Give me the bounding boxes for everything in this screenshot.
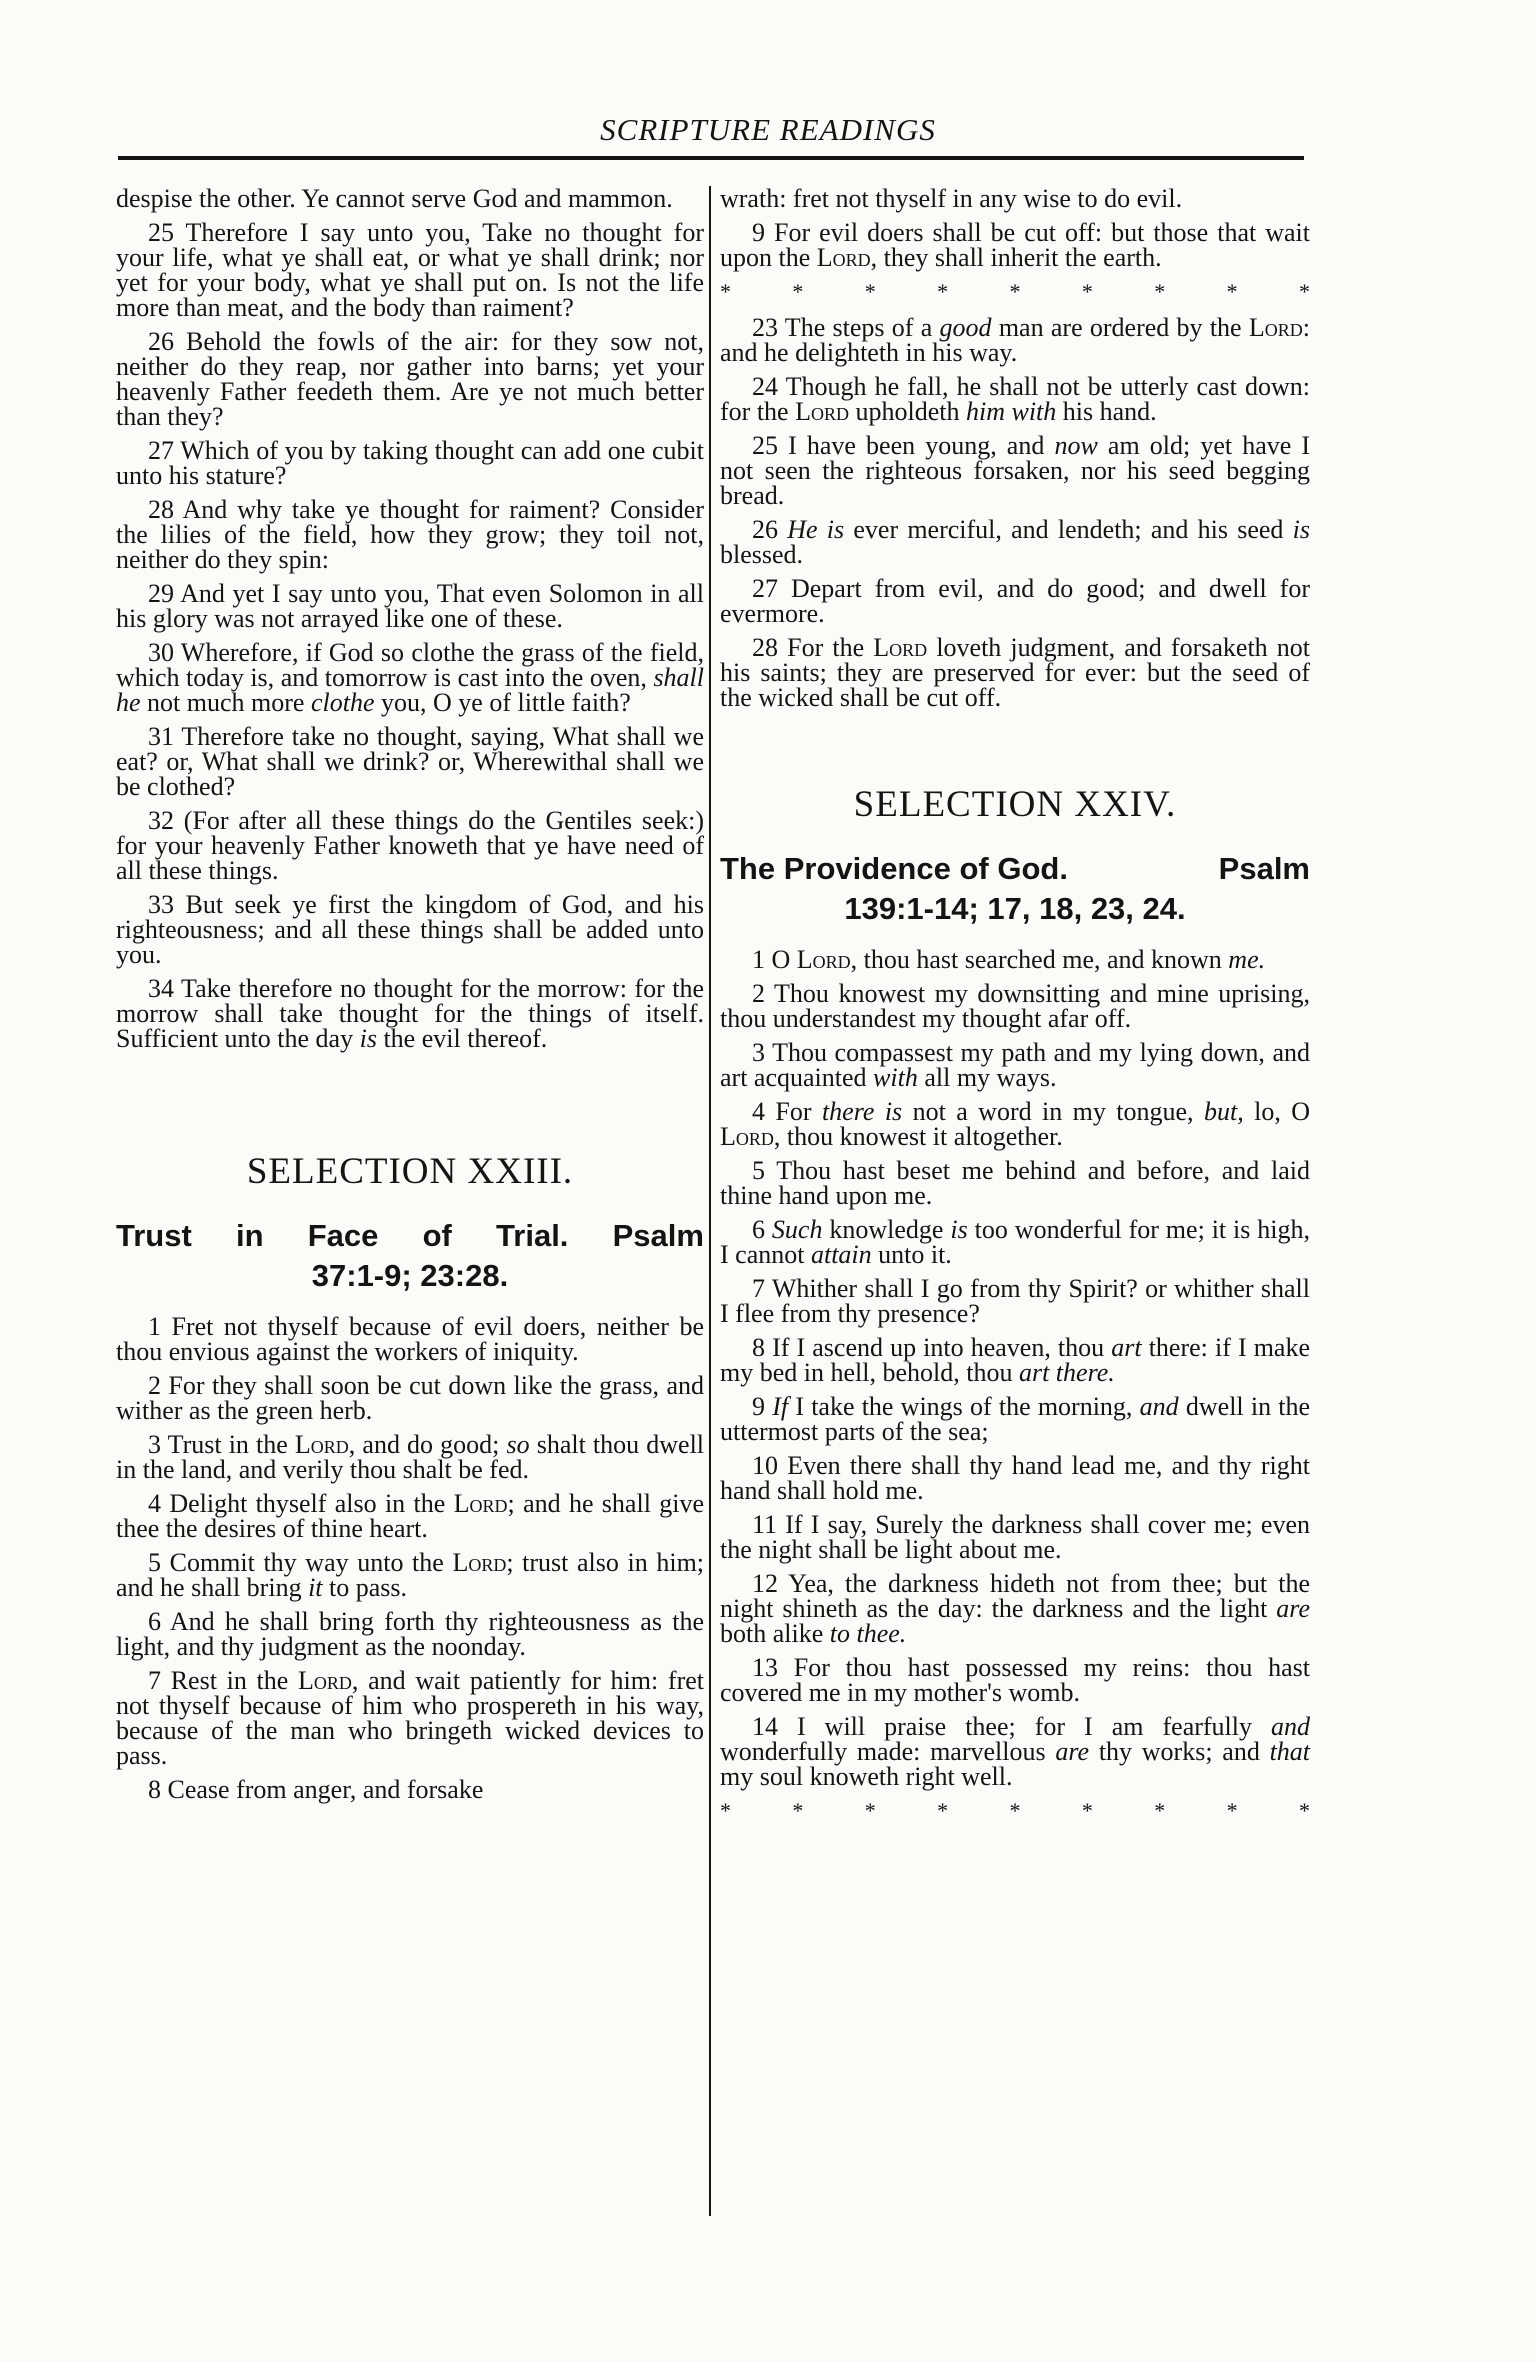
verse-text: 3 Trust in the bbox=[148, 1430, 288, 1459]
italic-word: clothe bbox=[310, 688, 375, 717]
verse-text: the evil thereof. bbox=[383, 1024, 548, 1053]
verse-text: 7 Rest in the bbox=[148, 1666, 289, 1695]
ellipsis-stars-bottom bbox=[720, 1798, 1310, 1824]
verse-12 bbox=[720, 1571, 1310, 1646]
star-glyph: * bbox=[1081, 1798, 1093, 1823]
verse-text: , they shall inherit the earth. bbox=[870, 243, 1162, 272]
verse-text: upholdeth bbox=[855, 397, 960, 426]
italic-word: with bbox=[873, 1063, 918, 1092]
verse-text: 24 Though he fall, he shall not be utterly cast down: for the bbox=[720, 372, 1310, 426]
lord-word: Lord bbox=[298, 1666, 352, 1695]
subtitle-word: Trust bbox=[116, 1218, 192, 1253]
italic-word: that bbox=[1269, 1737, 1311, 1766]
star-glyph: * bbox=[720, 279, 731, 304]
running-header: SCRIPTURE READINGS bbox=[600, 112, 936, 147]
verse-8: 8 Cease from anger, and forsake bbox=[148, 1775, 484, 1804]
verse-text: 23 The steps of a bbox=[752, 313, 933, 342]
verse-27: 27 Depart from evil, and do good; and dwell for evermore. bbox=[720, 574, 1310, 628]
verse-text: there: if I make my bed in hell, behold, thou bbox=[720, 1333, 1310, 1387]
left-column bbox=[116, 186, 704, 1811]
verse-1: 1 Fret not thyself because of evil doers, neither be thou envious against the workers of iniquity. bbox=[116, 1312, 704, 1366]
verse-text: ; trust also in him; and he shall bring bbox=[116, 1548, 705, 1602]
lord-word: Lord bbox=[453, 1489, 508, 1518]
italic-word: to thee. bbox=[829, 1619, 907, 1648]
verse-text: not a word in my tongue, bbox=[912, 1097, 1194, 1126]
subtitle-reference: 139:1-14; 17, 18, 23, 24. bbox=[844, 891, 1186, 926]
verse-text: 4 For bbox=[752, 1097, 812, 1126]
lord-word: Lord bbox=[452, 1548, 507, 1577]
verse-10: 10 Even there shall thy hand lead me, and thy right hand shall hold me. bbox=[720, 1451, 1310, 1505]
verse-text: his hand. bbox=[1062, 397, 1157, 426]
star-glyph: * bbox=[720, 1798, 731, 1823]
verse-2: 2 Thou knowest my downsitting and mine uprising, thou understandest my thought afar off. bbox=[720, 979, 1310, 1033]
verse-text: dwell in the uttermost parts of the sea; bbox=[720, 1392, 1311, 1446]
verse-28 bbox=[720, 635, 1310, 710]
subtitle-reference: 37:1-9; 23:28. bbox=[311, 1258, 509, 1293]
verse-text: blessed. bbox=[720, 540, 804, 569]
verse-3 bbox=[116, 1432, 704, 1482]
verse-28: 28 And why take ye thought for raiment? Consider the lilies of the field, how they grow; they toil not, neither do they spin: bbox=[116, 495, 704, 574]
verse-text: man are ordered by the bbox=[998, 313, 1242, 342]
verse-34 bbox=[116, 976, 704, 1051]
verse-text: 12 Yea, the darkness hideth not from thee; but the night shineth as the day: the darkness and the light bbox=[720, 1569, 1310, 1623]
verse-text: 3 Thou compassest my path and my lying down, and art acquainted bbox=[720, 1038, 1310, 1092]
selection-subtitle bbox=[720, 849, 1310, 929]
lord-word: Lord bbox=[795, 397, 849, 426]
verse-text: lo, O bbox=[1254, 1097, 1311, 1126]
verse-9 bbox=[720, 220, 1310, 270]
italic-word: attain bbox=[810, 1240, 872, 1269]
verse-text: 25 I have been young, and bbox=[752, 431, 1045, 460]
verse-text: 34 Take therefore no thought for the morrow: for the morrow shall take thought for the things of itself. Sufficient unto the day bbox=[116, 974, 704, 1053]
verse-text: not much more bbox=[147, 688, 305, 717]
verse-3 bbox=[720, 1040, 1310, 1090]
verse-4 bbox=[720, 1099, 1310, 1149]
verse-text: 5 Commit thy way unto the bbox=[148, 1548, 444, 1577]
verse-26 bbox=[720, 517, 1310, 567]
verse-text: 1 O bbox=[752, 945, 791, 974]
verse-4 bbox=[116, 1491, 704, 1541]
lord-word: Lord bbox=[720, 1122, 774, 1151]
verse-text: 4 Delight thyself also in the bbox=[148, 1489, 446, 1518]
italic-word: If bbox=[772, 1392, 789, 1421]
verse-text: 30 Wherefore, if God so clothe the grass of the field, which today is, and tomorrow is cast into the oven, bbox=[116, 638, 704, 692]
star-glyph: * bbox=[1009, 279, 1021, 304]
italic-word: shall he bbox=[116, 663, 705, 717]
verse-9 bbox=[720, 1394, 1310, 1444]
verse-text: 9 bbox=[752, 1392, 765, 1421]
italic-word: are bbox=[1055, 1737, 1090, 1766]
verse-29: 29 And yet I say unto you, That even Solomon in all his glory was not arrayed like one of these. bbox=[116, 579, 704, 633]
verse-1 bbox=[720, 947, 1310, 972]
verse-text: shalt thou dwell in the land, and verily thou shalt be fed. bbox=[116, 1430, 705, 1484]
verse-continuation: wrath: fret not thyself in any wise to do evil. bbox=[720, 184, 1183, 213]
verse-text: 14 I will praise thee; for I am fearfully bbox=[752, 1712, 1252, 1741]
italic-word: is bbox=[1292, 515, 1310, 544]
verse-text: unto it. bbox=[878, 1240, 952, 1269]
verse-8 bbox=[720, 1335, 1310, 1385]
verse-text: 6 bbox=[752, 1215, 765, 1244]
italic-word: art bbox=[1111, 1333, 1142, 1362]
verse-text: I take the wings of the morning, bbox=[795, 1392, 1133, 1421]
subtitle-word: The Providence of God. bbox=[720, 851, 1068, 886]
verse-6: 6 And he shall bring forth thy righteousness as the light, and thy judgment as the noonday. bbox=[116, 1607, 704, 1661]
star-glyph: * bbox=[792, 1798, 804, 1823]
selection-title: SELECTION XXIII. bbox=[246, 1151, 574, 1192]
header-rule bbox=[118, 156, 1304, 160]
italic-word: now bbox=[1054, 431, 1098, 460]
italic-word: is bbox=[359, 1024, 377, 1053]
verse-text: 8 If I ascend up into heaven, thou bbox=[752, 1333, 1105, 1362]
subtitle-word: of bbox=[422, 1218, 452, 1253]
star-glyph: * bbox=[1009, 1798, 1021, 1823]
selection-title: SELECTION XXIV. bbox=[853, 784, 1177, 825]
star-glyph: * bbox=[1226, 279, 1238, 304]
verse-text: knowledge bbox=[829, 1215, 944, 1244]
subtitle-word: Psalm bbox=[612, 1218, 704, 1253]
verse-text: loveth judgment, and forsaketh not his saints; they are preserved for ever: but the seed of the wicked shall be cut off. bbox=[720, 633, 1311, 712]
verse-32: 32 (For after all these things do the Gentiles seek:) for your heavenly Father knoweth that ye have need of all these things. bbox=[116, 806, 704, 885]
subtitle-word: Face bbox=[307, 1218, 379, 1253]
italic-word: art there. bbox=[1018, 1358, 1115, 1387]
italic-word: He is bbox=[787, 515, 845, 544]
verse-33: 33 But seek ye first the kingdom of God, and his righteousness; and all these things shall be added unto you. bbox=[116, 890, 704, 969]
lord-word: Lord bbox=[294, 1430, 349, 1459]
verse-14 bbox=[720, 1714, 1310, 1789]
lord-word: Lord bbox=[873, 633, 928, 662]
verse-text: wonderfully made: marvellous bbox=[720, 1737, 1046, 1766]
italic-word: is bbox=[950, 1215, 968, 1244]
subtitle-word: Trial. bbox=[496, 1218, 569, 1253]
verse-text: , thou hast searched me, and known bbox=[850, 945, 1222, 974]
verse-text: : and he delighteth in his way. bbox=[720, 313, 1311, 367]
star-glyph: * bbox=[937, 279, 949, 304]
verse-text: my soul knoweth right well. bbox=[720, 1762, 1013, 1791]
lord-word: Lord bbox=[796, 945, 851, 974]
italic-word: me. bbox=[1228, 945, 1266, 974]
italic-word: are bbox=[1276, 1594, 1310, 1623]
italic-word: good bbox=[939, 313, 992, 342]
star-glyph: * bbox=[937, 1798, 949, 1823]
italic-word: it bbox=[308, 1573, 323, 1602]
column-divider bbox=[709, 186, 711, 2216]
subtitle-word: in bbox=[235, 1218, 264, 1253]
verse-23 bbox=[720, 315, 1310, 365]
star-glyph: * bbox=[1299, 279, 1310, 304]
verse-text: ; and he shall give thee the desires of thine heart. bbox=[116, 1489, 705, 1543]
star-glyph: * bbox=[1226, 1798, 1238, 1823]
verse-6 bbox=[720, 1217, 1310, 1267]
verse-25: 25 Therefore I say unto you, Take no thought for your life, what ye shall eat, or what ye shall drink; nor yet for your body, what ye shall put on. Is not the life more than meat, and the body than raiment? bbox=[116, 218, 704, 322]
verse-13: 13 For thou hast possessed my reins: thou hast covered me in my mother's womb. bbox=[720, 1653, 1310, 1707]
verse-11: 11 If I say, Surely the darkness shall cover me; even the night shall be light about me. bbox=[720, 1510, 1310, 1564]
star-glyph: * bbox=[864, 279, 876, 304]
star-glyph: * bbox=[1154, 279, 1166, 304]
verse-text: all my ways. bbox=[924, 1063, 1057, 1092]
right-column bbox=[720, 186, 1310, 1834]
verse-7 bbox=[116, 1668, 704, 1768]
verse-2: 2 For they shall soon be cut down like the grass, and wither as the green herb. bbox=[116, 1371, 704, 1425]
ellipsis-stars bbox=[720, 279, 1310, 305]
italic-word: there is bbox=[821, 1097, 903, 1126]
italic-word: so bbox=[506, 1430, 530, 1459]
verse-5 bbox=[116, 1550, 704, 1600]
verse-text: too wonderful for me; it is high, I cannot bbox=[720, 1215, 1311, 1269]
verse-text: , and wait patiently for him: fret not thyself because of him who prospereth in his way, because of the man who bringeth wicked devices to pass. bbox=[116, 1666, 704, 1770]
lord-word: Lord bbox=[816, 243, 871, 272]
verse-text: ever merciful, and lendeth; and his seed bbox=[853, 515, 1284, 544]
verse-text: am old; yet have I not seen the righteous forsaken, nor his seed begging bread. bbox=[720, 431, 1311, 510]
verse-text: , thou knowest it altogether. bbox=[773, 1122, 1063, 1151]
star-glyph: * bbox=[792, 279, 804, 304]
verse-27: 27 Which of you by taking thought can add one cubit unto his stature? bbox=[116, 436, 704, 490]
star-glyph: * bbox=[1154, 1798, 1166, 1823]
verse-5: 5 Thou hast beset me behind and before, and laid thine hand upon me. bbox=[720, 1156, 1310, 1210]
italic-word: him with bbox=[965, 397, 1057, 426]
star-glyph: * bbox=[1299, 1798, 1310, 1823]
verse-continuation: despise the other. Ye cannot serve God and mammon. bbox=[116, 184, 673, 213]
star-glyph: * bbox=[1081, 279, 1093, 304]
verse-text: to pass. bbox=[329, 1573, 408, 1602]
verse-7: 7 Whither shall I go from thy Spirit? or whither shall I flee from thy presence? bbox=[720, 1274, 1310, 1328]
selection-subtitle bbox=[116, 1216, 704, 1296]
verse-text: thy works; and bbox=[1098, 1737, 1260, 1766]
verse-24 bbox=[720, 374, 1310, 424]
verse-text: , and do good; bbox=[348, 1430, 500, 1459]
italic-word: and bbox=[1271, 1712, 1311, 1741]
subtitle-word: Psalm bbox=[1218, 851, 1310, 886]
verse-31: 31 Therefore take no thought, saying, What shall we eat? or, What shall we drink? or, Wherewithal shall we be clothed? bbox=[116, 722, 704, 801]
verse-text: both alike bbox=[720, 1619, 824, 1648]
italic-word: but, bbox=[1203, 1097, 1244, 1126]
verse-text: 9 For evil doers shall be cut off: but those that wait upon the bbox=[720, 218, 1310, 272]
verse-30 bbox=[116, 640, 704, 715]
verse-text: 28 For the bbox=[752, 633, 865, 662]
italic-word: Such bbox=[771, 1215, 823, 1244]
verse-text: you, O ye of little faith? bbox=[381, 688, 631, 717]
verse-26: 26 Behold the fowls of the air: for they sow not, neither do they reap, nor gather into barns; yet your heavenly Father feedeth them. Are ye not much better than they? bbox=[116, 327, 704, 431]
verse-text: 26 bbox=[752, 515, 778, 544]
lord-word: Lord bbox=[1248, 313, 1303, 342]
italic-word: and bbox=[1139, 1392, 1179, 1421]
verse-25 bbox=[720, 433, 1310, 508]
star-glyph: * bbox=[864, 1798, 876, 1823]
